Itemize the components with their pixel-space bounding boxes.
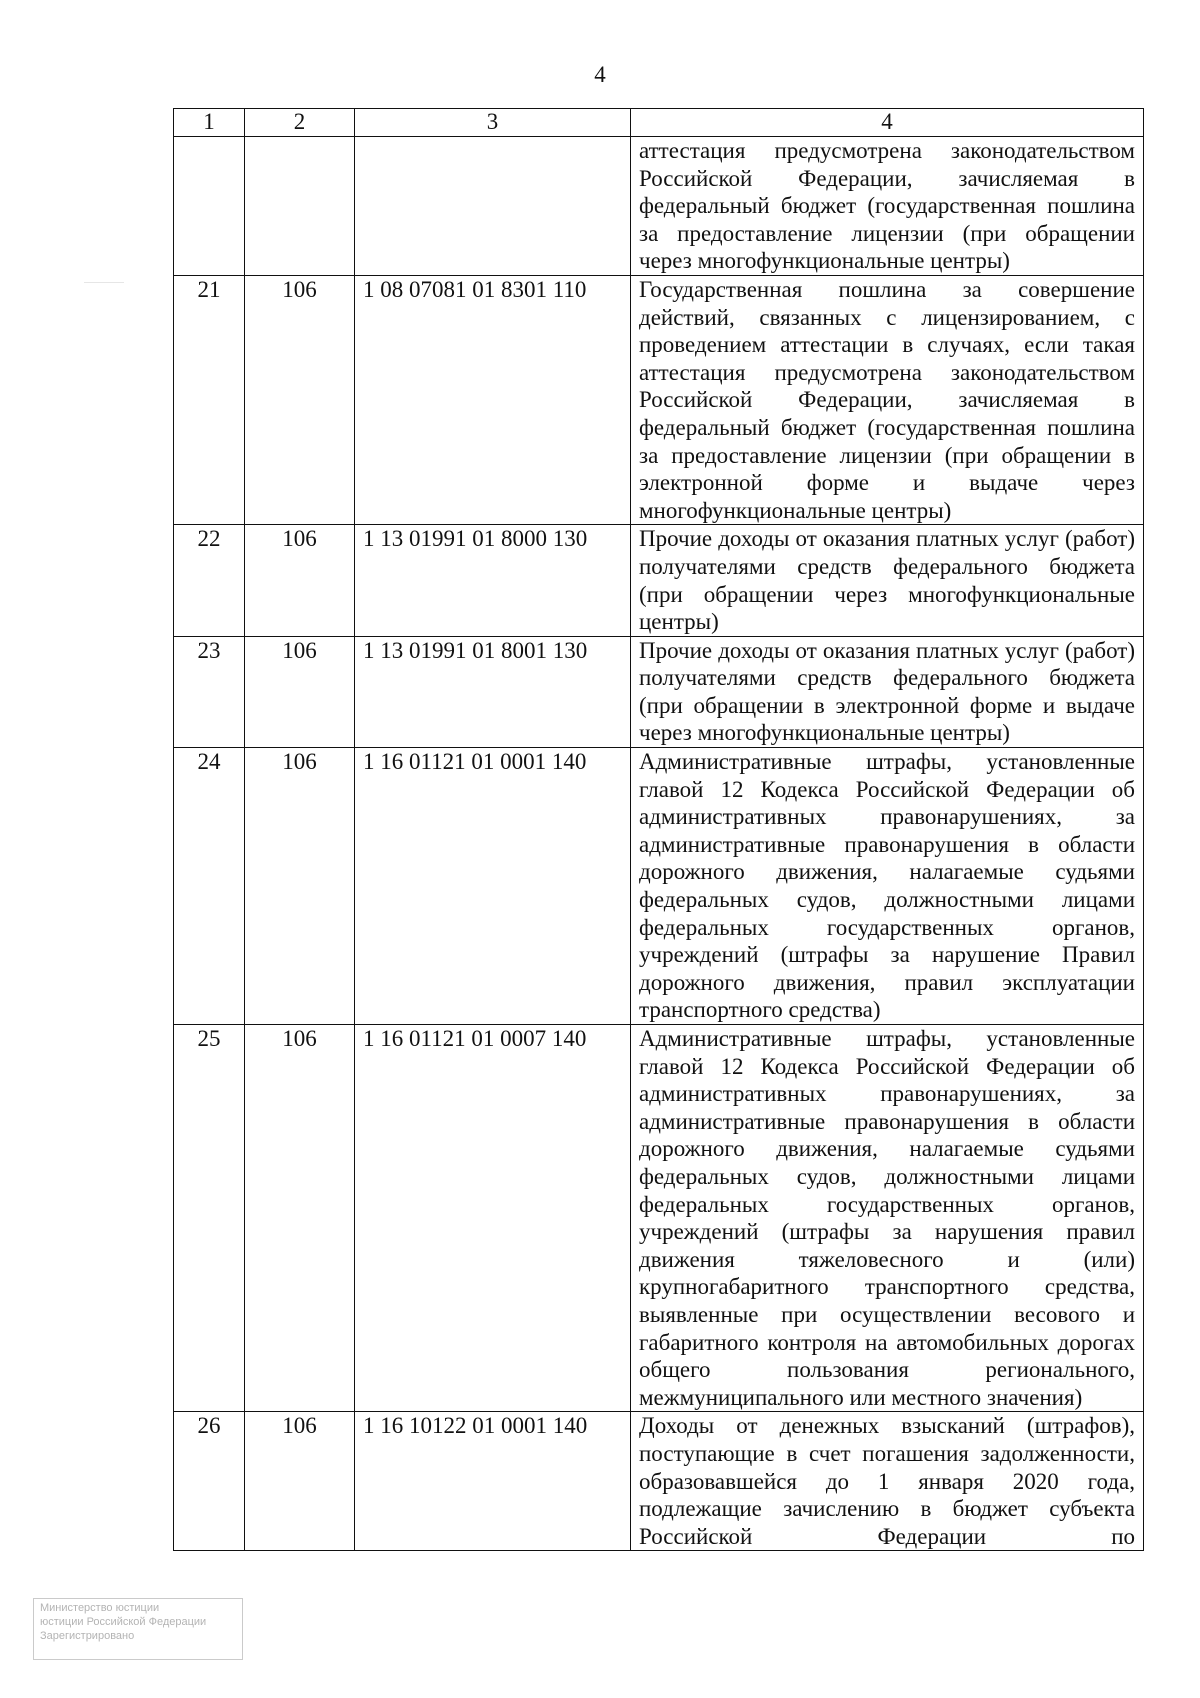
admin-code: 106 xyxy=(245,1025,355,1412)
table-row xyxy=(174,748,1144,1025)
stamp-line: Министерство юстиции xyxy=(40,1602,160,1614)
row-number: 21 xyxy=(174,275,245,524)
admin-code xyxy=(245,137,355,276)
table-row xyxy=(174,275,1144,524)
revenue-description: Доходы от денежных взысканий (штрафов), поступающие в счет погашения задолженности, образовавшейся до 1 января 2020 года, подлежащие зачислению в бюджет субъекта Российской Федерации по xyxy=(631,1412,1144,1551)
admin-code: 106 xyxy=(245,275,355,524)
revenue-description: Прочие доходы от оказания платных услуг (работ) получателями средств федерального бюджета (при обращении через многофункциональные центры) xyxy=(631,525,1144,636)
revenue-description: Административные штрафы, установленные главой 12 Кодекса Российской Федерации об административных правонарушениях, за административные правонарушения в области дорожного движения, налагаемые судьями федеральных судов, должностными лицами федеральных государственных органов, учреждений (штрафы за нарушения правил движения тяжеловесного и (или) крупногабаритного транспортного средства, выявленные при осуществлении весового и габаритного контроля на автомобильных дорогах общего пользования регионального, межмуниципального или местного значения) xyxy=(631,1025,1144,1412)
budget-code: 1 16 01121 01 0001 140 xyxy=(355,748,631,1025)
budget-code: 1 16 01121 01 0007 140 xyxy=(355,1025,631,1412)
revenue-description: Прочие доходы от оказания платных услуг (работ) получателями средств федерального бюджета (при обращении в электронной форме и выдаче через многофункциональные центры) xyxy=(631,636,1144,747)
header-col-2: 2 xyxy=(245,109,355,137)
table-row xyxy=(174,1025,1144,1412)
row-number xyxy=(174,137,245,276)
revenue-codes-table xyxy=(173,108,1144,1551)
header-col-3: 3 xyxy=(355,109,631,137)
table-row xyxy=(174,525,1144,636)
budget-code xyxy=(355,137,631,276)
budget-code: 1 08 07081 01 8301 110 xyxy=(355,275,631,524)
revenue-description: аттестация предусмотрена законодательством Российской Федерации, зачисляемая в федеральный бюджет (государственная пошлина за предоставление лицензии (при обращении через многофункциональные центры) xyxy=(631,137,1144,276)
row-number: 26 xyxy=(174,1412,245,1551)
stamp-line: Зарегистрировано xyxy=(40,1630,135,1642)
revenue-description: Административные штрафы, установленные главой 12 Кодекса Российской Федерации об административных правонарушениях, за административные правонарушения в области дорожного движения, налагаемые судьями федеральных судов, должностными лицами федеральных государственных органов, учреждений (штрафы за нарушение Правил дорожного движения, правил эксплуатации транспортного средства) xyxy=(631,748,1144,1025)
row-number: 25 xyxy=(174,1025,245,1412)
table-header-row xyxy=(174,109,1144,137)
row-number: 24 xyxy=(174,748,245,1025)
admin-code: 106 xyxy=(245,748,355,1025)
row-number: 23 xyxy=(174,636,245,747)
header-col-4: 4 xyxy=(631,109,1144,137)
row-number: 22 xyxy=(174,525,245,636)
revenue-description: Государственная пошлина за совершение действий, связанных с лицензированием, с проведением аттестации в случаях, если такая аттестация предусмотрена законодательством Российской Федерации, зачисляемая в федеральный бюджет (государственная пошлина за предоставление лицензии (при обращении в электронной форме и выдаче через многофункциональные центры) xyxy=(631,275,1144,524)
budget-code: 1 13 01991 01 8001 130 xyxy=(355,636,631,747)
admin-code: 106 xyxy=(245,525,355,636)
budget-code: 1 16 10122 01 0001 140 xyxy=(355,1412,631,1551)
budget-code: 1 13 01991 01 8000 130 xyxy=(355,525,631,636)
header-col-1: 1 xyxy=(174,109,245,137)
admin-code: 106 xyxy=(245,1412,355,1551)
registration-stamp xyxy=(33,1598,243,1660)
table-row xyxy=(174,636,1144,747)
admin-code: 106 xyxy=(245,636,355,747)
scan-artifact xyxy=(84,282,124,283)
table-row xyxy=(174,137,1144,276)
page-number: 4 xyxy=(594,62,606,87)
table-row xyxy=(174,1412,1144,1551)
stamp-line: юстиции Российской Федерации xyxy=(40,1616,207,1628)
